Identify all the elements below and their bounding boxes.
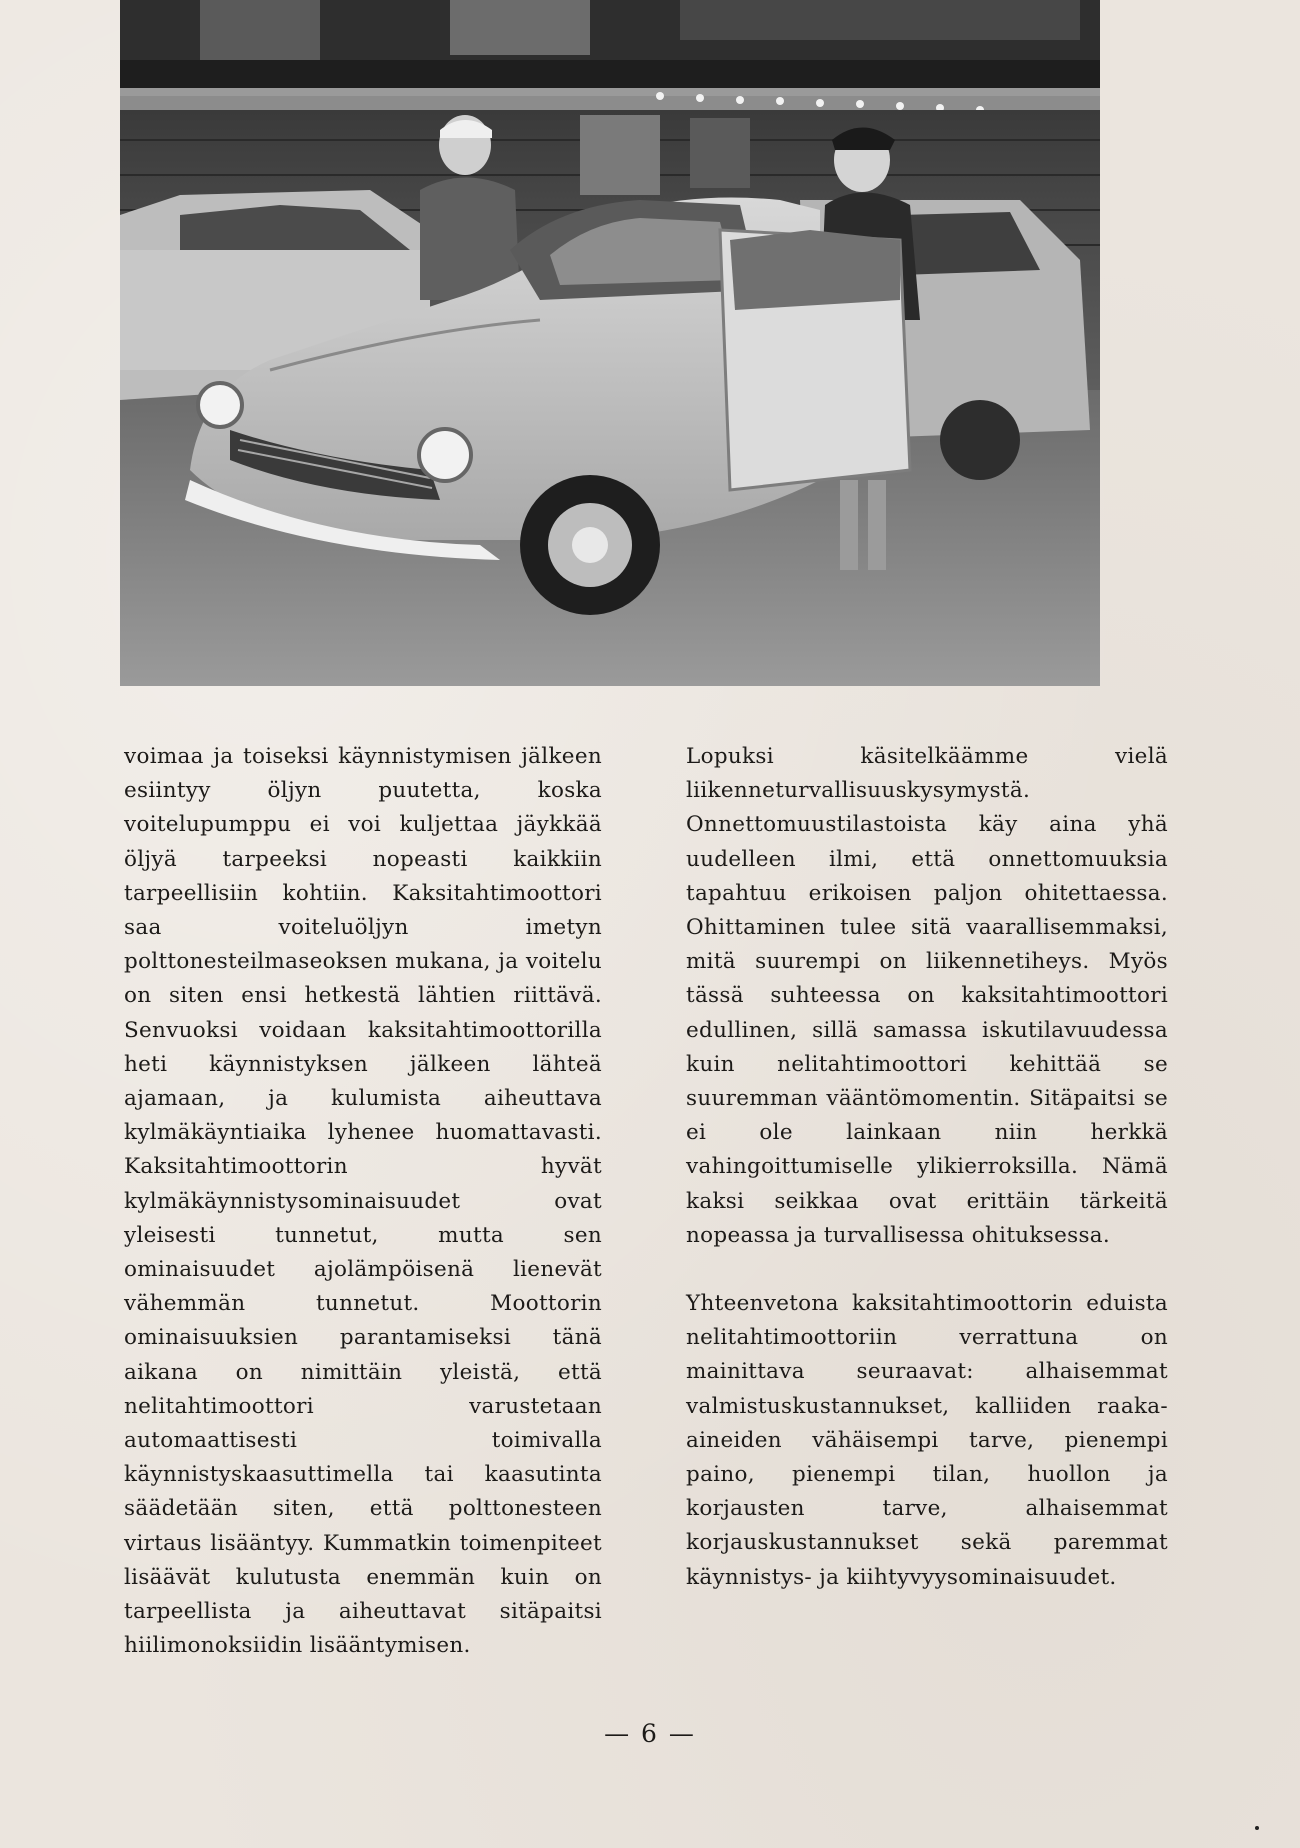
car-exhibition-photo bbox=[120, 0, 1100, 686]
print-speck bbox=[1255, 1826, 1259, 1830]
left-paragraph: voimaa ja toiseksi käynnistymisen jälkeen esiintyy öljyn puutetta, koska voitelupumppu ei voi kuljettaa jäykkää öljyä tarpeeksi nopeasti kaikkiin tarpeellisiin kohtiin. Kaksitahtimoottori saa voiteluöljyn imetyn polttonesteilmaseoksen mukana, ja voitelu on siten ensi hetkestä lähtien riittävä. Senvuoksi voidaan kaksitahtimoottorilla heti käynnistyksen jälkeen lähteä ajamaan, ja kulumista aiheuttava kylmäkäyntiaika lyhenee huomattavasti. Kaksitahtimoottorin hyvät kylmäkäynnistysominaisuudet ovat yleisesti tunnetut, mutta sen ominaisuudet ajolämpöisenä lienevät vähemmän tunnetut. Moottorin ominaisuuksien parantamiseksi tänä aikana on nimittäin yleistä, että nelitahtimoottori varustetaan automaattisesti toimivalla käynnistyskaasuttimella tai kaasutinta säädetään siten, että polttonesteen virtaus lisääntyy. Kummatkin toimenpiteet lisäävät kulutusta enemmän kuin on tarpeellista ja aiheuttavat sitäpaitsi hiilimonoksiidin lisääntymisen. bbox=[124, 744, 602, 1659]
left-text-column bbox=[124, 740, 602, 1663]
right-text-column bbox=[686, 740, 1168, 1595]
right-paragraph-2: Yhteenvetona kaksitahtimoottorin eduista nelitahtimoottoriin verrattuna on mainittava seuraavat: alhaisemmat valmistuskustannukset, kalliiden raaka-aineiden vähäisempi tarve, pienempi paino, pienempi tilan, huollon ja korjausten tarve, alhaisemmat korjauskustannukset sekä paremmat käynnistys- ja kiihtyvyysominaisuudet. bbox=[686, 1291, 1168, 1590]
right-paragraph-1: Lopuksi käsitelkäämme vielä liikenneturvallisuuskysymystä. Onnettomuustilastoista käy aina yhä uudelleen ilmi, että onnettomuuksia tapahtuu erikoisen paljon ohitettaessa. Ohittaminen tulee sitä vaarallisemmaksi, mitä suurempi on liikennetiheys. Myös tässä suhteessa on kaksitahtimoottori edullinen, sillä samassa iskutilavuudessa kuin nelitahtimoottori kehittää se suuremman vääntömomentin. Sitäpaitsi se ei ole lainkaan niin herkkä vahingoittumiselle ylikierroksilla. Nämä kaksi seikkaa ovat erittäin tärkeitä nopeassa ja turvallisessa ohituksessa. bbox=[686, 744, 1168, 1248]
page-number: — 6 — bbox=[604, 1719, 696, 1748]
car-photo-illustration bbox=[120, 0, 1100, 686]
